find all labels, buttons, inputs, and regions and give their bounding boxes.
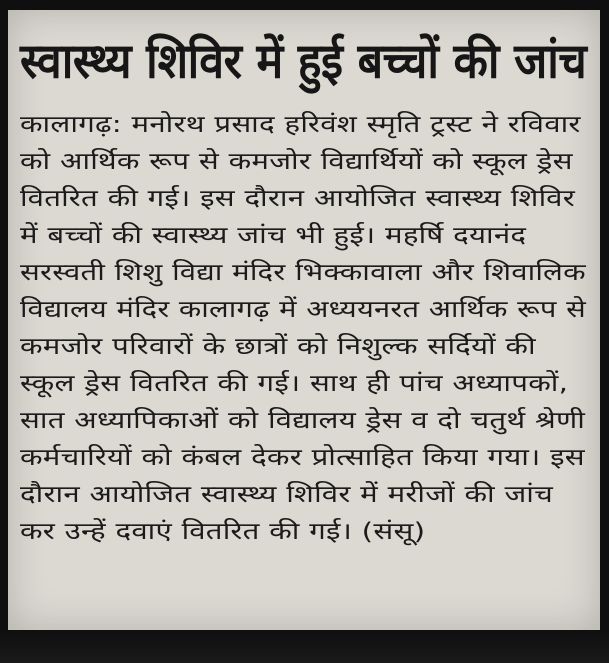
background-edge <box>0 630 609 663</box>
article-body <box>20 106 588 550</box>
article-line: स्कूल ड्रेस वितरित की गई। साथ ही पांच अध्यापकों, <box>20 369 569 397</box>
article-line: सरस्वती शिशु विद्या मंदिर भिक्कावाला और शिवालिक <box>20 258 586 286</box>
article-line: सात अध्यापिकाओं को विद्यालय ड्रेस व दो चतुर्थ श्रेणी <box>20 406 586 434</box>
article-line: वितरित की गई। इस दौरान आयोजित स्वास्थ्य शिविर <box>20 184 576 212</box>
article-line: में बच्चों की स्वास्थ्य जांच भी हुई। महर्षि दयानंद <box>20 221 527 249</box>
article-line: कर उन्हें दवाएं वितरित की गई। (संसू) <box>20 517 426 545</box>
article-line: कालागढ़: मनोरथ प्रसाद हरिवंश स्मृति ट्रस्ट ने रविवार <box>20 110 581 138</box>
headline: स्वास्थ्य शिविर में हुई बच्चों की जांच <box>20 33 587 90</box>
article-line: कमजोर परिवारों के छात्रों को निशुल्क सर्दियों की <box>20 332 536 360</box>
article-line: कर्मचारियों को कंबल देकर प्रोत्साहित किया गया। इस <box>20 443 585 471</box>
article-line: को आर्थिक रूप से कमजोर विद्यार्थियों को स्कूल ड्रेस <box>20 147 573 175</box>
newspaper-clipping <box>8 10 600 630</box>
article-line: दौरान आयोजित स्वास्थ्य शिविर में मरीजों की जांच <box>20 480 554 508</box>
article-line: विद्यालय मंदिर कालागढ़ में अध्ययनरत आर्थिक रूप से <box>20 295 587 323</box>
